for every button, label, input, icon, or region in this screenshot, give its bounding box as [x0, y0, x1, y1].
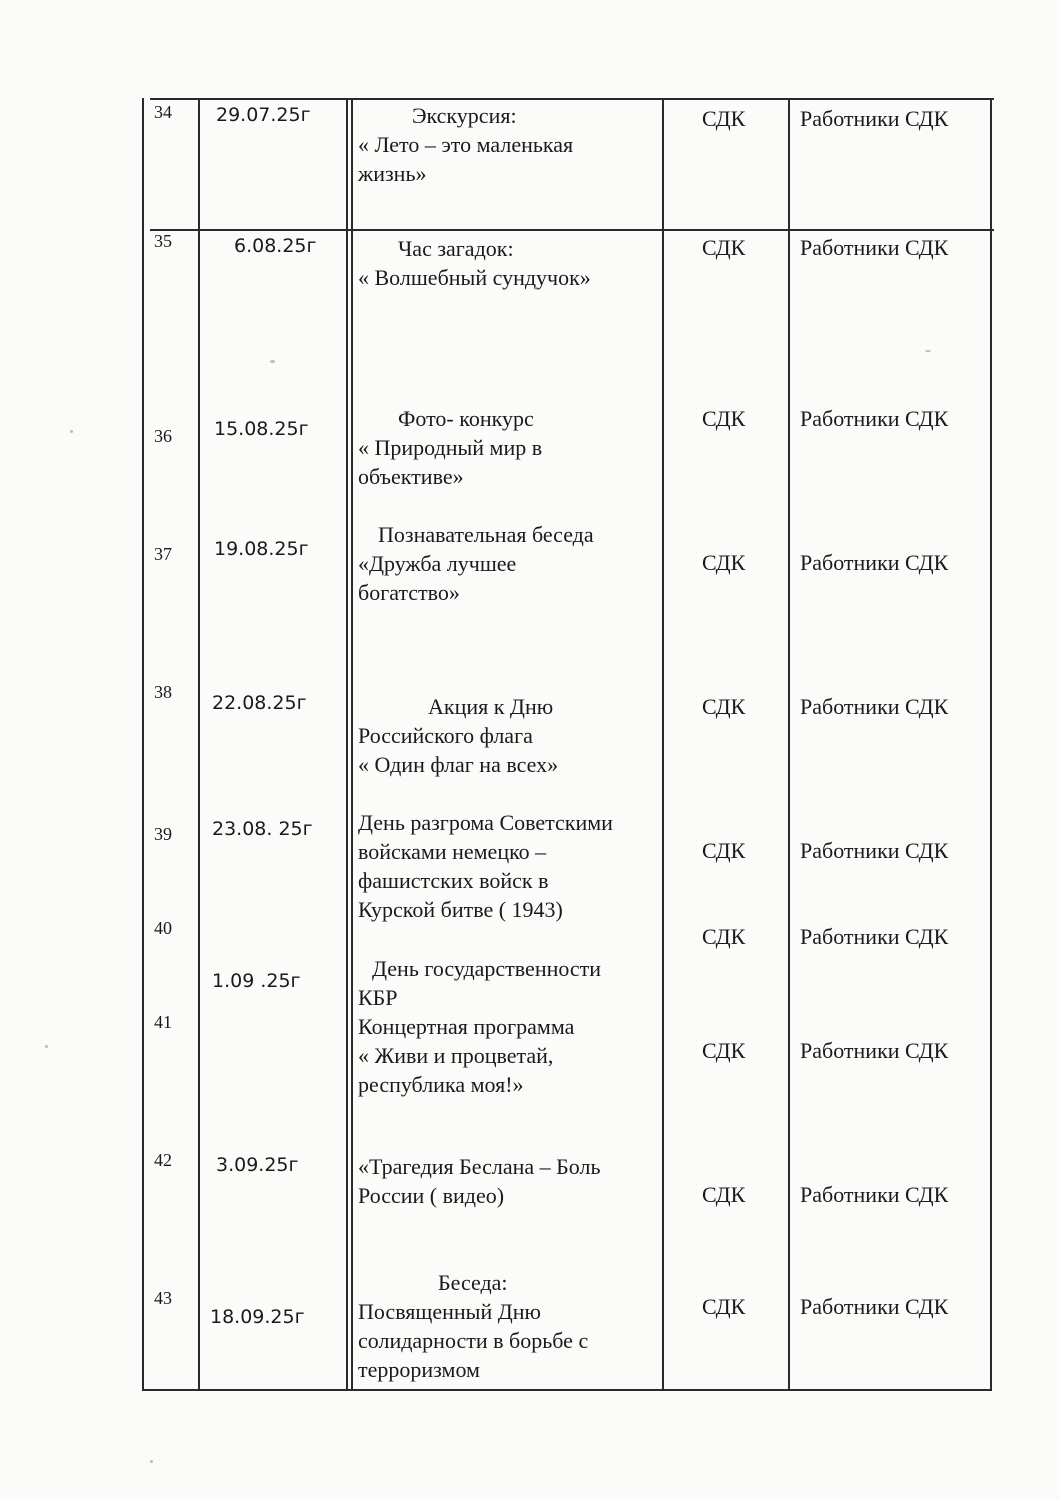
row-place: СДК	[702, 838, 746, 863]
row-place: СДК	[702, 106, 746, 131]
row-date: 1.09 .25г	[212, 970, 301, 992]
row-responsible: Работники СДК	[800, 406, 949, 431]
row-place: СДК	[702, 235, 746, 260]
scan-speck	[150, 1460, 153, 1463]
scan-speck	[45, 1045, 48, 1048]
row-event: Экскурсия: « Лето – это маленькая жизнь»	[358, 103, 574, 186]
row-number: 36	[154, 426, 172, 446]
row-date: 19.08.25г	[214, 538, 309, 560]
row-separator	[150, 229, 994, 231]
row-date: 6.08.25г	[234, 235, 317, 257]
table-bottom-border	[142, 1389, 990, 1391]
scan-speck	[925, 350, 931, 352]
row-number: 35	[154, 231, 172, 251]
row-number: 43	[154, 1288, 172, 1308]
row-event: Познавательная беседа «Дружба лучшее богатство»	[358, 522, 594, 605]
row-date: 18.09.25г	[210, 1306, 305, 1328]
row-responsible: Работники СДК	[800, 1038, 949, 1063]
row-number: 41	[154, 1012, 172, 1032]
table-top-border	[150, 98, 994, 100]
row-date: 23.08. 25г	[212, 818, 313, 840]
col-border-event	[662, 98, 664, 1391]
row-date: 22.08.25г	[212, 692, 307, 714]
scan-speck	[270, 360, 275, 363]
row-number: 42	[154, 1150, 172, 1170]
row-number: 37	[154, 544, 172, 564]
row-place: СДК	[702, 1182, 746, 1207]
row-responsible: Работники СДК	[800, 694, 949, 719]
row-date: 15.08.25г	[214, 418, 309, 440]
row-number: 34	[154, 102, 172, 122]
row-date: 3.09.25г	[216, 1154, 299, 1176]
row-responsible: Работники СДК	[800, 550, 949, 575]
row-responsible: Работники СДК	[800, 838, 949, 863]
row-place: СДК	[702, 406, 746, 431]
col-border-place	[788, 98, 790, 1391]
row-place: СДК	[702, 924, 746, 949]
row-responsible: Работники СДК	[800, 235, 949, 260]
row-event: Беседа: Посвященный Дню солидарности в борьбе с терроризмом	[358, 1270, 589, 1382]
col-border-date-double	[351, 98, 353, 1391]
col-border-left	[142, 98, 144, 1391]
row-event: День государственности КБР Концертная программа « Живи и процветай, республика моя!»	[358, 956, 602, 1097]
row-place: СДК	[702, 550, 746, 575]
scan-speck	[70, 430, 73, 433]
col-border-right	[990, 98, 992, 1391]
row-event: Акция к Дню Российского флага « Один флаг на всех»	[358, 694, 559, 777]
row-responsible: Работники СДК	[800, 924, 949, 949]
col-border-num	[198, 98, 200, 1391]
row-number: 39	[154, 824, 172, 844]
col-border-date	[346, 98, 348, 1391]
row-place: СДК	[702, 694, 746, 719]
row-event: Час загадок: « Волшебный сундучок»	[358, 236, 591, 290]
row-responsible: Работники СДК	[800, 106, 949, 131]
row-number: 40	[154, 918, 172, 938]
row-place: СДК	[702, 1294, 746, 1319]
row-responsible: Работники СДК	[800, 1294, 949, 1319]
row-number: 38	[154, 682, 172, 702]
row-event: День разгрома Советскими войсками немецко – фашистских войск в Курской битве ( 1943)	[358, 810, 613, 922]
row-event: «Трагедия Беслана – Боль России ( видео)	[358, 1154, 601, 1208]
row-place: СДК	[702, 1038, 746, 1063]
schedule-table	[142, 98, 992, 1390]
row-date: 29.07.25г	[216, 104, 311, 126]
row-responsible: Работники СДК	[800, 1182, 949, 1207]
row-event: Фото- конкурс « Природный мир в объективе»	[358, 406, 543, 489]
